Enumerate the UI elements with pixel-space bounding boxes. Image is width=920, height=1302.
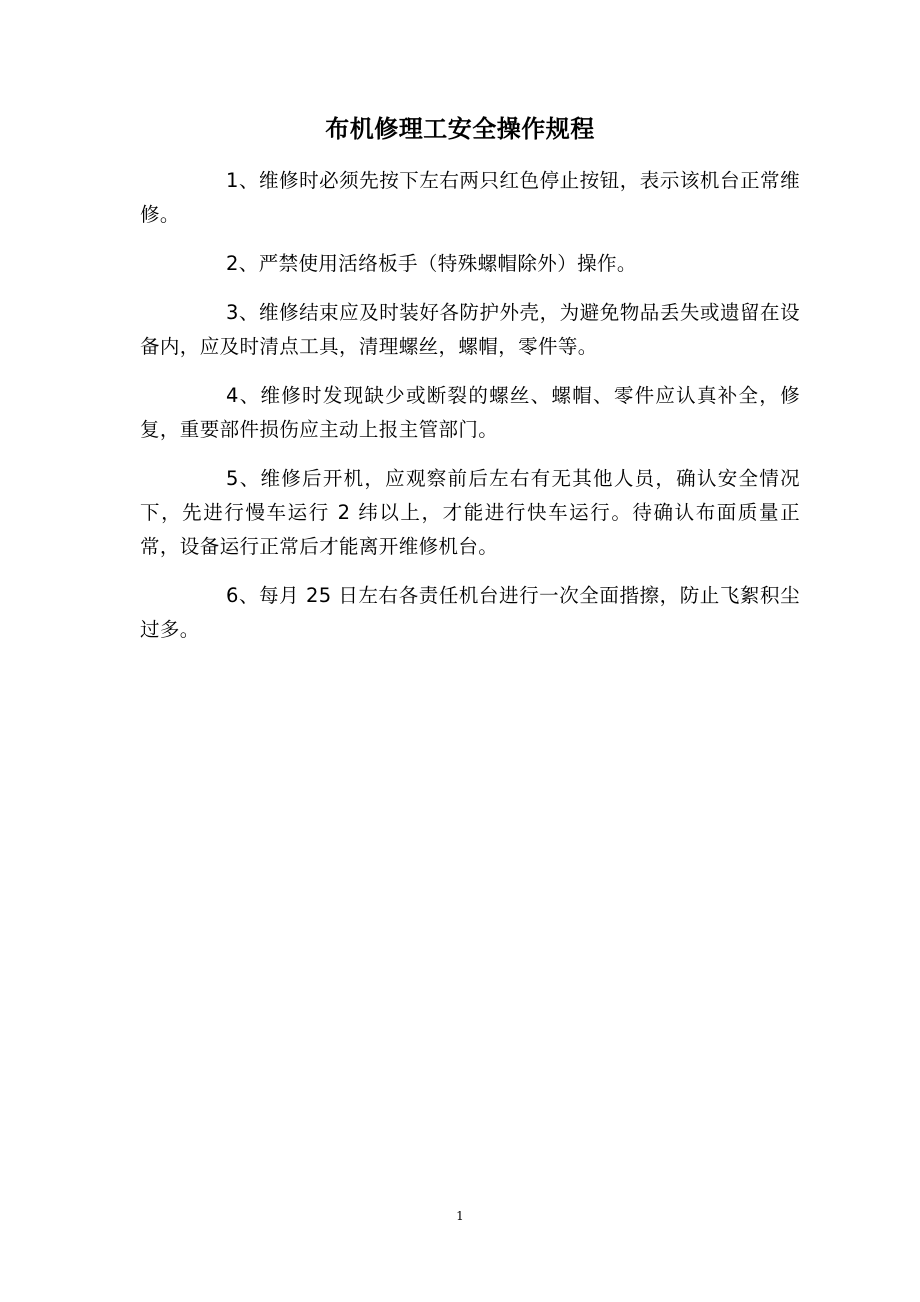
paragraph-4: 4、维修时发现缺少或断裂的螺丝、螺帽、零件应认真补全，修复，重要部件损伤应主动上报主管部门。 xyxy=(140,384,800,441)
paragraph-5: 5、维修后开机，应观察前后左右有无其他人员，确认安全情况下，先进行慢车运行 2 纬以上，才能进行快车运行。待确认布面质量正常，设备运行正常后才能离开维修机台。 xyxy=(140,467,800,558)
document-title: 布机修理工安全操作规程 xyxy=(325,115,595,143)
document-body xyxy=(140,164,800,647)
page-number: 1 xyxy=(456,1209,464,1223)
paragraph-3: 3、维修结束应及时装好各防护外壳，为避免物品丢失或遗留在设备内，应及时清点工具，清理螺丝，螺帽，零件等。 xyxy=(140,301,800,358)
paragraph-2: 2、严禁使用活络板手（特殊螺帽除外）操作。 xyxy=(226,252,637,275)
paragraph-1: 1、维修时必须先按下左右两只红色停止按钮，表示该机台正常维修。 xyxy=(140,169,800,226)
paragraph-6: 6、每月 25 日左右各责任机台进行一次全面揩擦，防止飞絮积尘过多。 xyxy=(140,584,800,641)
